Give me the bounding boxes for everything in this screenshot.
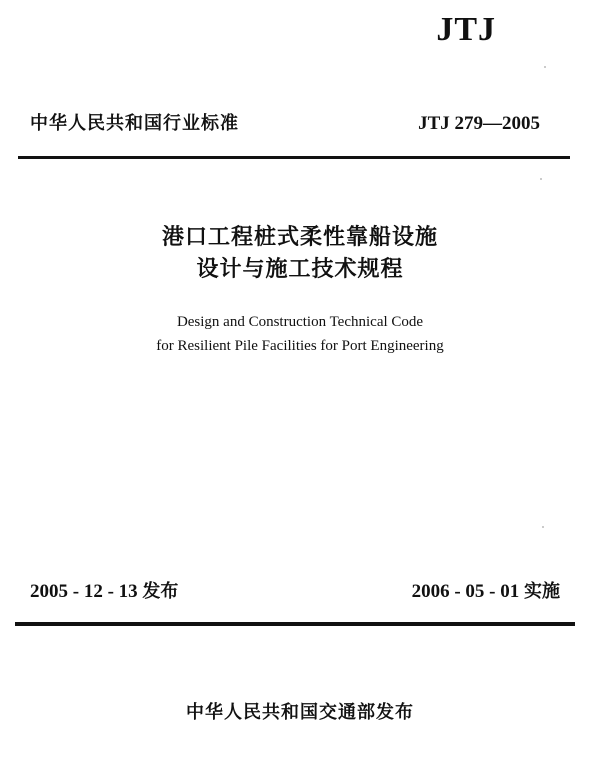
chinese-title-line-2: 设计与施工技术规程 — [196, 257, 404, 282]
scan-speck — [540, 178, 542, 180]
chinese-title — [0, 222, 600, 286]
scan-speck — [544, 66, 546, 68]
scan-speck — [542, 526, 544, 528]
english-title-line-1: Design and Construction Technical Code — [176, 314, 424, 330]
standard-code-mark: JTJ — [436, 11, 496, 48]
bottom-divider — [15, 622, 575, 626]
release-date — [30, 578, 178, 606]
top-divider — [18, 156, 570, 159]
issuer-heading: 中华人民共和国行业标准 — [30, 113, 239, 134]
release-date-value: 2005 - 12 - 13 — [30, 581, 138, 602]
standard-number: JTJ 279—2005 — [418, 113, 540, 134]
english-title-line-2: for Resilient Pile Facilities for Port Engineering — [156, 338, 444, 354]
chinese-title-line-1: 港口工程桩式柔性靠船设施 — [161, 225, 438, 250]
effective-date — [412, 578, 560, 606]
effective-label: 实施 — [524, 581, 560, 602]
publisher-line: 中华人民共和国交通部发布 — [186, 702, 414, 723]
english-title — [0, 310, 600, 358]
effective-date-value: 2006 - 05 - 01 — [411, 581, 520, 602]
release-label: 发布 — [142, 581, 179, 602]
